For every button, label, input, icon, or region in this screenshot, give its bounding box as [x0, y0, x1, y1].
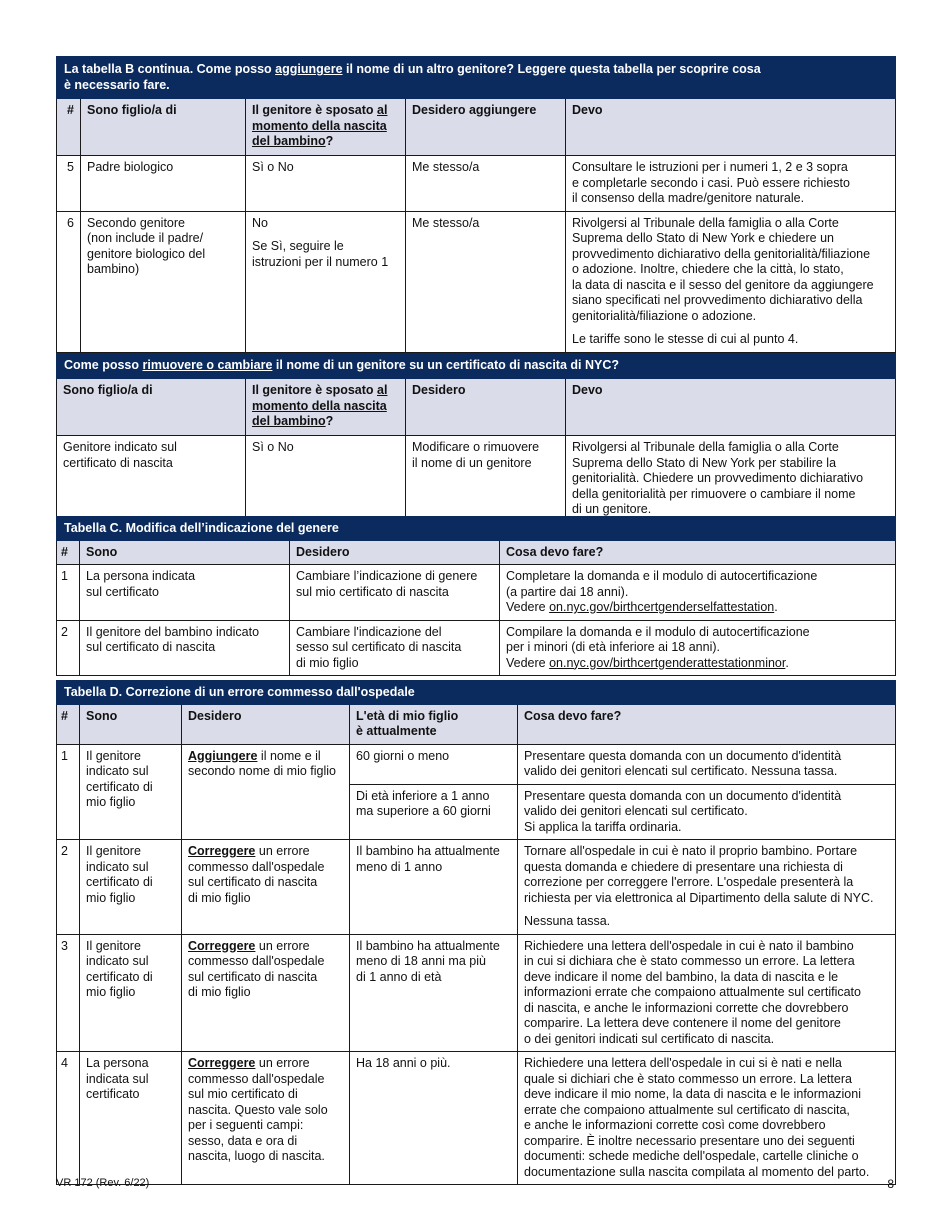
- col-married: Il genitore è sposato al momento della nascita del bambino?: [246, 379, 406, 436]
- table-b: [56, 56, 896, 523]
- add-emphasis: aggiungere: [275, 62, 343, 76]
- table-d: [56, 680, 896, 1185]
- table-d-banner: Tabella D. Correzione di un errore commesso dall'ospedale: [57, 681, 896, 705]
- gender-self-attestation-link[interactable]: on.nyc.gov/birthcertgenderselfattestation: [549, 600, 775, 614]
- table-row: 2 Il genitore del bambino indicato sul certificato di nascita Cambiare l'indicazione del sesso sul certificato di nascita di mio figlio Compilare la domanda e il modulo di autocertificazione per i minori (di età inferiore ai 18 anni). Vedere on.nyc.gov/birthcertgenderattestationminor.: [57, 620, 896, 676]
- gender-attestation-minor-link[interactable]: on.nyc.gov/birthcertgenderattestationminor: [549, 655, 786, 670]
- col-child: Sono figlio/a di: [81, 99, 246, 156]
- col-add: Desidero aggiungere: [406, 99, 566, 156]
- col-child: Sono figlio/a di: [57, 379, 246, 436]
- col-must: Devo: [566, 99, 896, 156]
- table-row: 4 La persona indicata sul certificato Correggere un errore commesso dall'ospedale sul mio certificato di nascita. Questo vale solo per i seguenti campi: sesso, data e ora di nascita, luogo di nascita. Ha 18 anni o più. Richiedere una lettera dell'ospedale in cui si è nati e nella quale si dichiari che è stato commesso un errore. La lettera deve indicare il mio nome, la data di nascita e le informazioni errate che compaiono attualmente sul certificato di nascita, e anche le informazioni corrette così come dovrebbero comparire. È inoltre necessario presentare uno dei seguenti documenti: schede mediche dell'ospedale, cartelle cliniche o documentazione sulla nascita compilata al momento del parto.: [57, 1052, 896, 1185]
- remove-banner: Come posso rimuovere o cambiare il nome di un genitore su un certificato di nascita di NYC?: [57, 352, 896, 379]
- table-row: 6 Secondo genitore (non include il padre/ genitore biologico del bambino) No Se Sì, seguire le istruzioni per il numero 1 Me stesso/a Rivolgersi al Tribunale della famiglia o alla Corte Suprema dello Stato di New York e chiedere un provvedimento dichiarativo della genitorialità/filiazione o adozione. Inoltre, chiedere che la città, lo stato, la data di nascita e il sesso del genitore da aggiungere siano specificati nel provvedimento dichiarativo della genitorialità/filiazione o adozione. Le tariffe sono le stesse di cui al punto 4.: [57, 211, 896, 352]
- col-num: #: [57, 99, 81, 156]
- table-c-header: # Sono Desidero Cosa devo fare?: [57, 540, 896, 565]
- form-number: VR 172 (Rev. 6/22): [56, 1177, 150, 1189]
- table-row: 3 Il genitore indicato sul certificato di mio figlio Correggere un errore commesso dall'ospedale sul certificato di nascita di mio figlio Il bambino ha attualmente meno di 18 anni ma più di 1 anno di età Richiedere una lettera dell'ospedale in cui è nato il bambino in cui si dichiara che è stato commesso un errore. La lettera deve indicare il nome del bambino, la data di nascita e le informazioni errate che compaiono attualmente sul certificato di nascita, e anche le informazioni corrette che dovrebbero comparire. La lettera deve contenere il nome del genitore o dei genitori indicati sul certificato di nascita.: [57, 934, 896, 1052]
- table-row: 1 La persona indicata sul certificato Cambiare l’indicazione di genere sul mio certificato di nascita Completare la domanda e il modulo di autocertificazione (a partire dai 18 anni). Vedere on.nyc.gov/birthcertgenderselfattestation.: [57, 565, 896, 621]
- table-row: Di età inferiore a 1 anno ma superiore a 60 giorni Presentare questa domanda con un documento d'identità valido dei genitori elencati sul certificato. Si applica la tariffa ordinaria.: [57, 784, 896, 840]
- col-must: Devo: [566, 379, 896, 436]
- table-row: 2 Il genitore indicato sul certificato di mio figlio Correggere un errore commesso dall'ospedale sul certificato di nascita di mio figlio Il bambino ha attualmente meno di 1 anno Tornare all'ospedale in cui è nato il proprio bambino. Portare questa domanda e chiedere di presentare una richiesta di correzione per correggere l'errore. L'ospedale presenterà la richiesta per via elettronica al Dipartimento della salute di NYC. Nessuna tassa.: [57, 840, 896, 935]
- table-b-header: [57, 99, 896, 156]
- table-c: [56, 516, 896, 676]
- col-want: Desidero: [406, 379, 566, 436]
- table-row: Genitore indicato sul certificato di nascita Sì o No Modificare o rimuovere il nome di un genitore Rivolgersi al Tribunale della famiglia o alla Corte Suprema dello Stato di New York per stabilire la genitorialità. Chiedere un provvedimento dichiarativo della genitorialità per rimuovere o cambiare il nome di un genitore.: [57, 436, 896, 523]
- table-row: 5 Padre biologico Sì o No Me stesso/a Consultare le istruzioni per i numeri 1, 2 e 3 sopra e completarle secondo i casi. Può essere richiesto il consenso della madre/genitore naturale.: [57, 156, 896, 212]
- col-married: Il genitore è sposato al momento della nascita del bambino?: [246, 99, 406, 156]
- remove-header: [57, 379, 896, 436]
- table-b-banner: La tabella B continua. Come posso aggiungere il nome di un altro genitore? Leggere questa tabella per scoprire cosa è necessario fare.: [57, 57, 896, 99]
- table-c-banner: Tabella C. Modifica dell’indicazione del genere: [57, 517, 896, 541]
- table-d-header: # Sono Desidero L'età di mio figlio è attualmente Cosa devo fare?: [57, 704, 896, 744]
- page-number: 8: [887, 1177, 894, 1191]
- table-row: 1 Il genitore indicato sul certificato di mio figlio Aggiungere il nome e il secondo nome di mio figlio 60 giorni o meno Presentare questa domanda con un documento d'identità valido dei genitori elencati sul certificato. Nessuna tassa.: [57, 744, 896, 784]
